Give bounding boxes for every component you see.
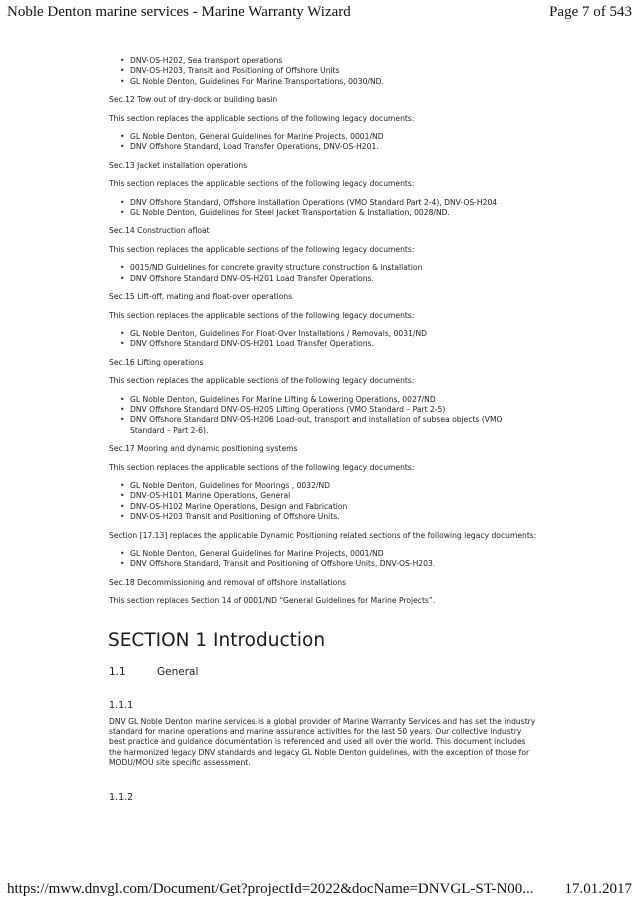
section-intro: This section replaces Section 14 of 0001/ND “General Guidelines for Marine Projects”.: [109, 596, 436, 606]
document-url: https://mww.dnvgl.com/Document/Get?projectId=2022&docName=DNVGL-ST-N00...: [7, 881, 534, 897]
legacy-list: [109, 329, 539, 350]
legacy-list: [109, 263, 539, 284]
section-intro: This section replaces the applicable sections of the following legacy documents:: [109, 179, 415, 189]
list-item: • DNV-OS-H101 Marine Operations, General: [130, 491, 539, 501]
page-footer: [7, 876, 632, 898]
section-intro: This section replaces the applicable sections of the following legacy documents:: [109, 376, 415, 386]
legacy-list: [109, 395, 539, 437]
section-intro: This section replaces the applicable sections of the following legacy documents:: [109, 244, 415, 254]
subsection-heading: [109, 665, 539, 679]
list-item: • DNV Offshore Standard, Load Transfer Operations, DNV-OS-H201.: [130, 142, 539, 152]
list-item: • GL Noble Denton, General Guidelines for Marine Projects, 0001/ND: [130, 132, 539, 142]
list-item: • DNV-OS-H203, Transit and Positioning of Offshore Units: [130, 66, 539, 76]
section-title: Sec.12 Tow out of dry-dock or building basin: [109, 95, 278, 105]
subsection-number: 1.1: [109, 665, 126, 678]
section-intro: This section replaces the applicable sections of the following legacy documents:: [109, 310, 415, 320]
list-item: • DNV Offshore Standard DNV-OS-H205 Lifting Operations (VMO Standard – Part 2-5): [130, 405, 539, 415]
document-title: Noble Denton marine services - Marine Warranty Wizard: [7, 4, 351, 20]
section-intro: This section replaces the applicable sections of the following legacy documents:: [109, 462, 415, 472]
paragraph-number: 1.1.1: [109, 699, 134, 711]
section-title: Sec.14 Construction afloat: [109, 226, 210, 236]
chapter-heading: SECTION 1 Introduction: [108, 629, 326, 651]
page-indicator: Page 7 of 543: [549, 4, 632, 20]
list-item: • DNV Offshore Standard DNV-OS-H206 Load-out, transport and installation of subsea objects (VMO Standard – Part 2-6).: [130, 415, 539, 436]
subsection-title: General: [157, 665, 199, 678]
document-body: [109, 56, 539, 809]
section-intro: Section [17.13] replaces the applicable Dynamic Positioning related sections of the following legacy documents:: [109, 530, 537, 540]
section-title: Sec.16 Lifting operations: [109, 357, 204, 367]
list-item: • DNV-OS-H202, Sea transport operations: [130, 56, 539, 66]
legacy-list: [109, 198, 539, 219]
list-item: • DNV-OS-H203 Transit and Positioning of Offshore Units.: [130, 512, 539, 522]
list-item: • GL Noble Denton, General Guidelines for Marine Projects, 0001/ND: [130, 549, 539, 559]
list-item: • DNV-OS-H102 Marine Operations, Design and Fabrication: [130, 502, 539, 512]
legacy-list: [109, 549, 539, 570]
legacy-list: [109, 481, 539, 523]
list-item: • GL Noble Denton, Guidelines for Steel Jacket Transportation & Installation, 0028/ND.: [130, 208, 539, 218]
intro-list: [109, 56, 539, 87]
paragraph-number: 1.1.2: [109, 791, 134, 803]
section-title: Sec.17 Mooring and dynamic positioning systems: [109, 444, 298, 454]
print-date: 17.01.2017: [564, 881, 632, 897]
list-item: • DNV Offshore Standard DNV-OS-H201 Load Transfer Operations.: [130, 339, 539, 349]
list-item: • GL Noble Denton, Guidelines For Float-Over Installations / Removals, 0031/ND: [130, 329, 539, 339]
list-item: • DNV Offshore Standard DNV-OS-H201 Load Transfer Operations.: [130, 274, 539, 284]
list-item: • GL Noble Denton, Guidelines For Marine Lifting & Lowering Operations, 0027/ND: [130, 395, 539, 405]
page-header: [7, 4, 632, 26]
list-item: • GL Noble Denton, Guidelines for Moorings , 0032/ND: [130, 481, 539, 491]
section-intro: This section replaces the applicable sections of the following legacy documents:: [109, 113, 415, 123]
legacy-list: [109, 132, 539, 153]
list-item: • 0015/ND Guidelines for concrete gravity structure construction & installation: [130, 263, 539, 273]
paragraph-text: DNV GL Noble Denton marine services is a global provider of Marine Warranty Services and has set the industry standard for marine operations and marine assurance activities for the last 50 years. Our collective industry best practice and guidance documentation is referenced and used all over the world. This document includes the harmonized legacy DNV standards and legacy GL Noble Denton guidelines, with the exception of those for MODU/MOU site specific assessment.: [109, 716, 536, 768]
list-item: • DNV Offshore Standard, Transit and Positioning of Offshore Units, DNV-OS-H203.: [130, 559, 539, 569]
section-title: Sec.15 Lift-off, mating and float-over operations: [109, 292, 293, 302]
section-title: Sec.18 Decommissioning and removal of offshore installations: [109, 577, 347, 587]
list-item: • GL Noble Denton, Guidelines For Marine Transportations, 0030/ND.: [130, 77, 539, 87]
section-title: Sec.13 Jacket installation operations: [109, 160, 248, 170]
list-item: • DNV Offshore Standard, Offshore Installation Operations (VMO Standard Part 2-4), DNV-OS-H204: [130, 198, 539, 208]
